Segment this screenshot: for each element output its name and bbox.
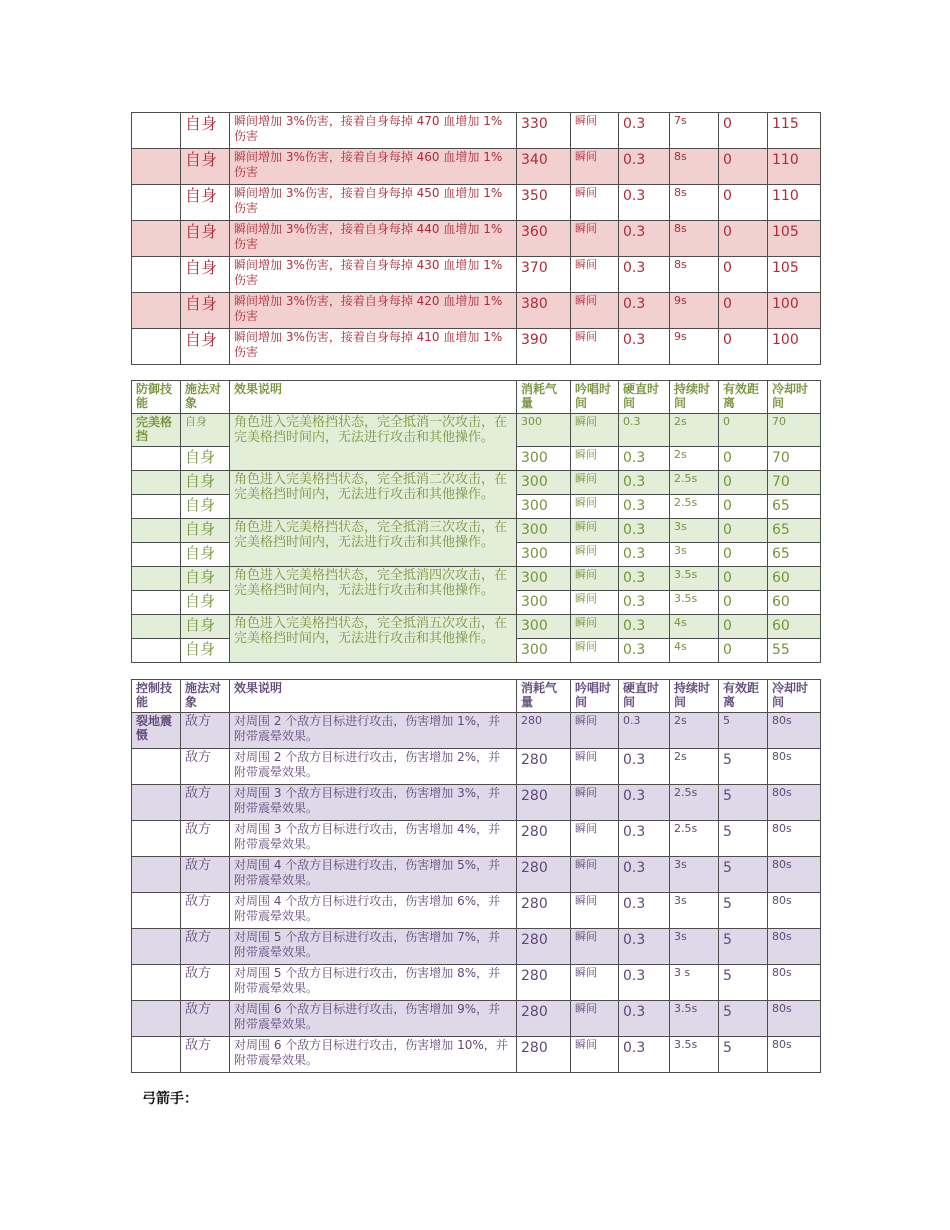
cooldown-cell: 60 (768, 591, 821, 615)
mp-cell: 280 (517, 857, 571, 893)
cooldown-cell: 80s (768, 1001, 821, 1037)
cast-cell: 瞬间 (571, 471, 619, 495)
cooldown-cell: 65 (768, 519, 821, 543)
cooldown-cell: 105 (768, 221, 821, 257)
mp-cell: 300 (517, 495, 571, 519)
cooldown-cell: 70 (768, 447, 821, 471)
skill-cell (132, 591, 181, 615)
skill-name-cell: 完美格挡 (132, 414, 181, 447)
cast-cell: 瞬间 (571, 965, 619, 1001)
stiff-cell: 0.3 (619, 221, 670, 257)
cast-cell: 瞬间 (571, 857, 619, 893)
cooldown-cell: 60 (768, 615, 821, 639)
duration-cell: 3.5s (670, 567, 719, 591)
defense-skill-rows (132, 381, 821, 663)
skill-cell (132, 567, 181, 591)
duration-cell: 3.5s (670, 591, 719, 615)
duration-cell: 8s (670, 149, 719, 185)
range-cell: 5 (719, 713, 768, 749)
duration-cell: 2s (670, 749, 719, 785)
mp-cell: 300 (517, 447, 571, 471)
stiff-cell: 0.3 (619, 785, 670, 821)
target-cell: 敌方 (181, 821, 230, 857)
duration-cell: 4s (670, 615, 719, 639)
stiff-cell: 0.3 (619, 713, 670, 749)
target-cell: 敌方 (181, 857, 230, 893)
mp-cell: 360 (517, 221, 571, 257)
mp-cell: 300 (517, 567, 571, 591)
skill-cell (132, 257, 181, 293)
header-range: 有效距离 (719, 381, 768, 414)
table-header-row (132, 680, 821, 713)
stiff-cell: 0.3 (619, 615, 670, 639)
duration-cell: 2s (670, 447, 719, 471)
duration-cell: 2.5s (670, 821, 719, 857)
cooldown-cell: 80s (768, 893, 821, 929)
skill-cell (132, 965, 181, 1001)
range-cell: 0 (719, 639, 768, 663)
range-cell: 0 (719, 149, 768, 185)
stiff-cell: 0.3 (619, 149, 670, 185)
header-skill: 控制技能 (132, 680, 181, 713)
duration-cell: 9s (670, 293, 719, 329)
skill-cell (132, 113, 181, 149)
cooldown-cell: 80s (768, 821, 821, 857)
header-mp: 消耗气量 (517, 680, 571, 713)
effect-cell: 对周围 3 个敌方目标进行攻击，伤害增加 4%，并附带震晕效果。 (230, 821, 517, 857)
table-row (132, 713, 821, 749)
cast-cell: 瞬间 (571, 257, 619, 293)
range-cell: 5 (719, 749, 768, 785)
cooldown-cell: 65 (768, 495, 821, 519)
target-cell: 自身 (181, 149, 230, 185)
table-row (132, 615, 821, 639)
table-row (132, 857, 821, 893)
control-skill-table (131, 679, 821, 1073)
target-cell: 自身 (181, 257, 230, 293)
cast-cell: 瞬间 (571, 221, 619, 257)
range-cell: 5 (719, 893, 768, 929)
stiff-cell: 0.3 (619, 257, 670, 293)
cooldown-cell: 80s (768, 1037, 821, 1073)
target-cell: 自身 (181, 495, 230, 519)
header-mp: 消耗气量 (517, 381, 571, 414)
skill-cell (132, 495, 181, 519)
range-cell: 5 (719, 821, 768, 857)
table-row (132, 113, 821, 149)
mp-cell: 300 (517, 591, 571, 615)
skill-cell (132, 615, 181, 639)
mp-cell: 380 (517, 293, 571, 329)
header-cast: 吟唱时间 (571, 381, 619, 414)
effect-cell: 角色进入完美格挡状态，完全抵消三次攻击，在完美格挡时间内，无法进行攻击和其他操作。 (230, 519, 517, 567)
cooldown-cell: 80s (768, 929, 821, 965)
duration-cell: 2s (670, 414, 719, 447)
table-row (132, 149, 821, 185)
target-cell: 自身 (181, 543, 230, 567)
cooldown-cell: 100 (768, 329, 821, 365)
cast-cell: 瞬间 (571, 713, 619, 749)
target-cell: 自身 (181, 221, 230, 257)
target-cell: 自身 (181, 519, 230, 543)
table-row (132, 329, 821, 365)
effect-cell: 瞬间增加 3%伤害，接着自身每掉 440 血增加 1%伤害 (230, 221, 517, 257)
stiff-cell: 0.3 (619, 857, 670, 893)
skill-cell (132, 221, 181, 257)
header-duration: 持续时间 (670, 680, 719, 713)
mp-cell: 390 (517, 329, 571, 365)
cooldown-cell: 110 (768, 149, 821, 185)
cooldown-cell: 70 (768, 414, 821, 447)
target-cell: 自身 (181, 471, 230, 495)
skill-cell (132, 519, 181, 543)
effect-cell: 瞬间增加 3%伤害，接着自身每掉 460 血增加 1%伤害 (230, 149, 517, 185)
stiff-cell: 0.3 (619, 543, 670, 567)
effect-cell: 对周围 5 个敌方目标进行攻击，伤害增加 8%，并附带震晕效果。 (230, 965, 517, 1001)
header-cooldown: 冷却时间 (768, 381, 821, 414)
header-effect: 效果说明 (230, 680, 517, 713)
stiff-cell: 0.3 (619, 1001, 670, 1037)
skill-cell (132, 893, 181, 929)
skill-cell (132, 471, 181, 495)
header-duration: 持续时间 (670, 381, 719, 414)
stiff-cell: 0.3 (619, 293, 670, 329)
table-header-row (132, 381, 821, 414)
table-row (132, 293, 821, 329)
stiff-cell: 0.3 (619, 1037, 670, 1073)
cast-cell: 瞬间 (571, 293, 619, 329)
skill-cell (132, 929, 181, 965)
target-cell: 敌方 (181, 1037, 230, 1073)
cast-cell: 瞬间 (571, 785, 619, 821)
stiff-cell: 0.3 (619, 113, 670, 149)
mp-cell: 300 (517, 471, 571, 495)
effect-cell: 对周围 4 个敌方目标进行攻击，伤害增加 6%，并附带震晕效果。 (230, 893, 517, 929)
target-cell: 自身 (181, 185, 230, 221)
cooldown-cell: 80s (768, 857, 821, 893)
cast-cell: 瞬间 (571, 329, 619, 365)
mp-cell: 300 (517, 414, 571, 447)
cooldown-cell: 80s (768, 713, 821, 749)
cooldown-cell: 80s (768, 965, 821, 1001)
duration-cell: 3.5s (670, 1001, 719, 1037)
cooldown-cell: 105 (768, 257, 821, 293)
cast-cell: 瞬间 (571, 519, 619, 543)
cast-cell: 瞬间 (571, 447, 619, 471)
cast-cell: 瞬间 (571, 615, 619, 639)
table-row (132, 567, 821, 591)
mp-cell: 300 (517, 519, 571, 543)
stiff-cell: 0.3 (619, 471, 670, 495)
table-row (132, 1037, 821, 1073)
range-cell: 0 (719, 447, 768, 471)
stiff-cell: 0.3 (619, 591, 670, 615)
target-cell: 敌方 (181, 893, 230, 929)
effect-cell: 瞬间增加 3%伤害，接着自身每掉 430 血增加 1%伤害 (230, 257, 517, 293)
skill-cell (132, 543, 181, 567)
duration-cell: 4s (670, 639, 719, 663)
duration-cell: 9s (670, 329, 719, 365)
table-row (132, 471, 821, 495)
range-cell: 0 (719, 257, 768, 293)
duration-cell: 3s (670, 519, 719, 543)
mp-cell: 280 (517, 1001, 571, 1037)
range-cell: 5 (719, 965, 768, 1001)
skill-cell (132, 149, 181, 185)
target-cell: 自身 (181, 591, 230, 615)
cast-cell: 瞬间 (571, 185, 619, 221)
effect-cell: 角色进入完美格挡状态，完全抵消二次攻击，在完美格挡时间内，无法进行攻击和其他操作。 (230, 471, 517, 519)
cast-cell: 瞬间 (571, 591, 619, 615)
control-skill-rows (132, 680, 821, 1073)
cast-cell: 瞬间 (571, 749, 619, 785)
mp-cell: 300 (517, 615, 571, 639)
stiff-cell: 0.3 (619, 639, 670, 663)
cast-cell: 瞬间 (571, 113, 619, 149)
skill-cell (132, 293, 181, 329)
cast-cell: 瞬间 (571, 1037, 619, 1073)
mp-cell: 280 (517, 965, 571, 1001)
table-row (132, 965, 821, 1001)
cooldown-cell: 70 (768, 471, 821, 495)
defense-skill-table (131, 380, 821, 663)
duration-cell: 2s (670, 713, 719, 749)
mp-cell: 280 (517, 713, 571, 749)
mp-cell: 340 (517, 149, 571, 185)
range-cell: 0 (719, 113, 768, 149)
range-cell: 5 (719, 929, 768, 965)
effect-cell: 对周围 4 个敌方目标进行攻击，伤害增加 5%，并附带震晕效果。 (230, 857, 517, 893)
target-cell: 自身 (181, 447, 230, 471)
header-cooldown: 冷却时间 (768, 680, 821, 713)
stiff-cell: 0.3 (619, 893, 670, 929)
target-cell: 敌方 (181, 785, 230, 821)
duration-cell: 2.5s (670, 471, 719, 495)
range-cell: 0 (719, 221, 768, 257)
mp-cell: 370 (517, 257, 571, 293)
stiff-cell: 0.3 (619, 447, 670, 471)
range-cell: 0 (719, 329, 768, 365)
range-cell: 0 (719, 414, 768, 447)
attack-skill-rows (132, 113, 821, 365)
table-row (132, 749, 821, 785)
range-cell: 0 (719, 293, 768, 329)
range-cell: 0 (719, 519, 768, 543)
header-stiff: 硬直时间 (619, 381, 670, 414)
effect-cell: 对周围 6 个敌方目标进行攻击，伤害增加 9%，并附带震晕效果。 (230, 1001, 517, 1037)
duration-cell: 3s (670, 929, 719, 965)
skill-cell (132, 639, 181, 663)
duration-cell: 8s (670, 257, 719, 293)
duration-cell: 8s (670, 185, 719, 221)
cast-cell: 瞬间 (571, 149, 619, 185)
effect-cell: 对周围 2 个敌方目标进行攻击，伤害增加 2%，并附带震晕效果。 (230, 749, 517, 785)
table-row (132, 185, 821, 221)
cast-cell: 瞬间 (571, 821, 619, 857)
header-target: 施法对象 (181, 381, 230, 414)
range-cell: 5 (719, 857, 768, 893)
range-cell: 0 (719, 567, 768, 591)
duration-cell: 8s (670, 221, 719, 257)
table-row (132, 257, 821, 293)
effect-cell: 瞬间增加 3%伤害，接着自身每掉 410 血增加 1%伤害 (230, 329, 517, 365)
duration-cell: 3s (670, 857, 719, 893)
effect-cell: 对周围 3 个敌方目标进行攻击，伤害增加 3%，并附带震晕效果。 (230, 785, 517, 821)
cast-cell: 瞬间 (571, 929, 619, 965)
target-cell: 敌方 (181, 1001, 230, 1037)
duration-cell: 2.5s (670, 785, 719, 821)
cast-cell: 瞬间 (571, 414, 619, 447)
cooldown-cell: 65 (768, 543, 821, 567)
duration-cell: 7s (670, 113, 719, 149)
header-target: 施法对象 (181, 680, 230, 713)
table-row (132, 929, 821, 965)
table-row (132, 519, 821, 543)
section-heading-archer: 弓箭手： (142, 1091, 198, 1107)
target-cell: 自身 (181, 113, 230, 149)
cast-cell: 瞬间 (571, 495, 619, 519)
table-row (132, 1001, 821, 1037)
cast-cell: 瞬间 (571, 639, 619, 663)
effect-cell: 瞬间增加 3%伤害，接着自身每掉 420 血增加 1%伤害 (230, 293, 517, 329)
stiff-cell: 0.3 (619, 567, 670, 591)
effect-cell: 瞬间增加 3%伤害，接着自身每掉 450 血增加 1%伤害 (230, 185, 517, 221)
effect-cell: 角色进入完美格挡状态，完全抵消五次攻击，在完美格挡时间内，无法进行攻击和其他操作。 (230, 615, 517, 663)
skill-cell (132, 749, 181, 785)
target-cell: 自身 (181, 615, 230, 639)
target-cell: 自身 (181, 567, 230, 591)
range-cell: 5 (719, 785, 768, 821)
table-row (132, 414, 821, 447)
table-row (132, 785, 821, 821)
effect-cell: 角色进入完美格挡状态，完全抵消四次攻击，在完美格挡时间内，无法进行攻击和其他操作。 (230, 567, 517, 615)
mp-cell: 280 (517, 929, 571, 965)
target-cell: 敌方 (181, 929, 230, 965)
skill-cell (132, 857, 181, 893)
stiff-cell: 0.3 (619, 965, 670, 1001)
stiff-cell: 0.3 (619, 821, 670, 857)
cooldown-cell: 80s (768, 785, 821, 821)
table-row (132, 221, 821, 257)
skill-cell (132, 185, 181, 221)
header-cast: 吟唱时间 (571, 680, 619, 713)
mp-cell: 280 (517, 785, 571, 821)
range-cell: 0 (719, 185, 768, 221)
header-range: 有效距离 (719, 680, 768, 713)
target-cell: 敌方 (181, 749, 230, 785)
mp-cell: 300 (517, 543, 571, 567)
target-cell: 自身 (181, 293, 230, 329)
header-stiff: 硬直时间 (619, 680, 670, 713)
skill-cell (132, 785, 181, 821)
cast-cell: 瞬间 (571, 1001, 619, 1037)
effect-cell: 角色进入完美格挡状态，完全抵消一次攻击，在完美格挡时间内，无法进行攻击和其他操作。 (230, 414, 517, 471)
skill-cell (132, 1037, 181, 1073)
skill-cell (132, 1001, 181, 1037)
effect-cell: 对周围 5 个敌方目标进行攻击，伤害增加 7%，并附带震晕效果。 (230, 929, 517, 965)
header-skill: 防御技能 (132, 381, 181, 414)
mp-cell: 280 (517, 749, 571, 785)
target-cell: 自身 (181, 414, 230, 447)
range-cell: 0 (719, 591, 768, 615)
cooldown-cell: 100 (768, 293, 821, 329)
skill-cell (132, 821, 181, 857)
mp-cell: 280 (517, 893, 571, 929)
mp-cell: 280 (517, 1037, 571, 1073)
range-cell: 5 (719, 1037, 768, 1073)
duration-cell: 3s (670, 893, 719, 929)
stiff-cell: 0.3 (619, 329, 670, 365)
range-cell: 0 (719, 543, 768, 567)
duration-cell: 3s (670, 543, 719, 567)
effect-cell: 瞬间增加 3%伤害，接着自身每掉 470 血增加 1%伤害 (230, 113, 517, 149)
mp-cell: 300 (517, 639, 571, 663)
cooldown-cell: 115 (768, 113, 821, 149)
mp-cell: 350 (517, 185, 571, 221)
cooldown-cell: 80s (768, 749, 821, 785)
target-cell: 自身 (181, 329, 230, 365)
cast-cell: 瞬间 (571, 567, 619, 591)
skill-cell (132, 447, 181, 471)
cast-cell: 瞬间 (571, 893, 619, 929)
table-row (132, 821, 821, 857)
duration-cell: 2.5s (670, 495, 719, 519)
skill-name-cell: 裂地震慑 (132, 713, 181, 749)
header-effect: 效果说明 (230, 381, 517, 414)
mp-cell: 330 (517, 113, 571, 149)
cooldown-cell: 110 (768, 185, 821, 221)
stiff-cell: 0.3 (619, 749, 670, 785)
cooldown-cell: 60 (768, 567, 821, 591)
stiff-cell: 0.3 (619, 519, 670, 543)
target-cell: 敌方 (181, 965, 230, 1001)
cast-cell: 瞬间 (571, 543, 619, 567)
attack-skill-table (131, 112, 821, 365)
effect-cell: 对周围 6 个敌方目标进行攻击，伤害增加 10%，并附带震晕效果。 (230, 1037, 517, 1073)
skill-cell (132, 329, 181, 365)
duration-cell: 3 s (670, 965, 719, 1001)
mp-cell: 280 (517, 821, 571, 857)
stiff-cell: 0.3 (619, 185, 670, 221)
stiff-cell: 0.3 (619, 495, 670, 519)
stiff-cell: 0.3 (619, 929, 670, 965)
target-cell: 自身 (181, 639, 230, 663)
cooldown-cell: 55 (768, 639, 821, 663)
duration-cell: 3.5s (670, 1037, 719, 1073)
range-cell: 0 (719, 615, 768, 639)
stiff-cell: 0.3 (619, 414, 670, 447)
range-cell: 5 (719, 1001, 768, 1037)
effect-cell: 对周围 2 个敌方目标进行攻击，伤害增加 1%，并附带震晕效果。 (230, 713, 517, 749)
range-cell: 0 (719, 495, 768, 519)
target-cell: 敌方 (181, 713, 230, 749)
range-cell: 0 (719, 471, 768, 495)
table-row (132, 893, 821, 929)
